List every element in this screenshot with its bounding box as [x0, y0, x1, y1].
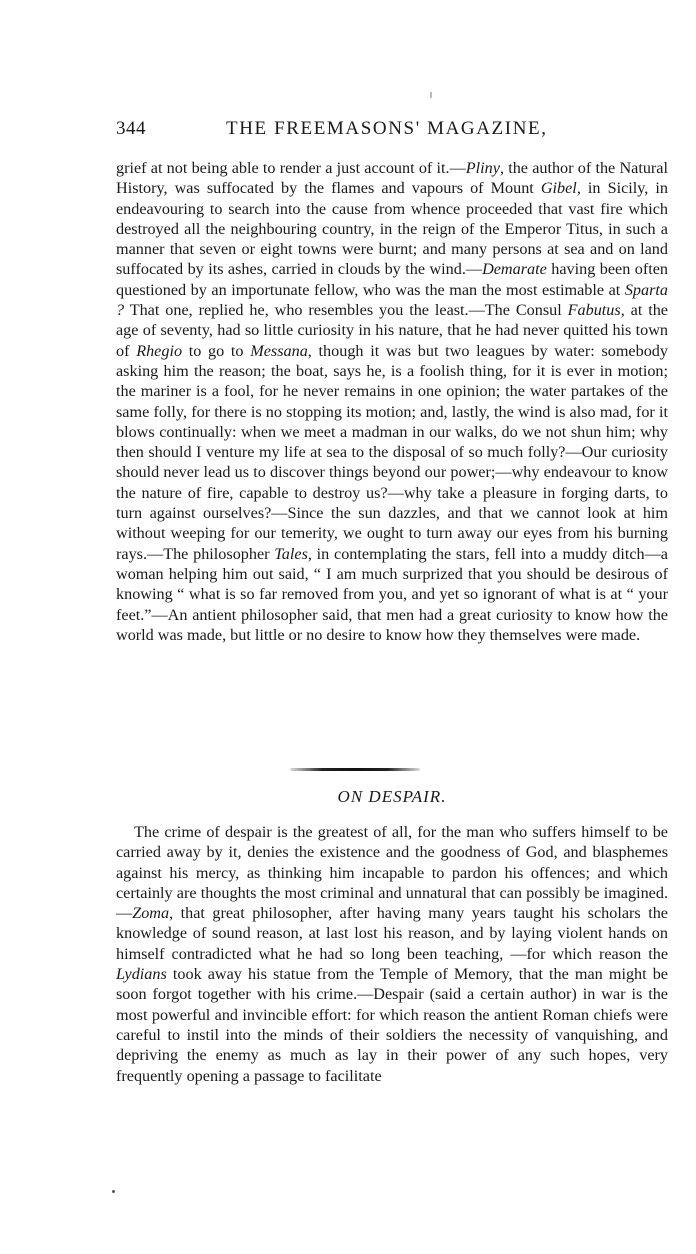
despair-article	[116, 822, 668, 1086]
text-run: , at the age of seventy, had so little curiosity in his nature, that he had never quitted his town of	[116, 301, 668, 360]
print-speck	[430, 92, 432, 98]
text-run: to go to	[182, 341, 251, 360]
text-run: took away his statue from the Temple of Memory, that the man might be soon forgot together with his crime.—Despair (said a certain author) in war is the most powerful and invincible effort: for which reason the antient Roman chiefs were careful to instil into the minds of their soldiers the necessity of vanquishing, and depriving the enemy as much as lay in their power of any such hopes, very frequently opening a passage to facilitate	[116, 965, 668, 1085]
continuation-paragraph	[116, 158, 668, 645]
page-number: 344	[116, 118, 146, 139]
italic-name: Rhegio	[136, 341, 183, 360]
text-run: The crime of despair is the greatest of all, for the man who suffers himself to be carried away by it, denies the existence and the goodness of God, and blasphemes against his mercy, as thinking him incapable to pardon his offences; and which certainly are thoughts the most criminal and unnatural that can possibly be imagined.—	[116, 823, 668, 923]
text-run: grief at not being able to render a just account of it.—	[116, 159, 466, 177]
text-run: , in contemplating the stars, fell into a muddy ditch—a woman helping him out said, “ I am much surprized that you should be desirous of knowing “ what is so far removed from you, and yet so ignorant of what is at “ your feet.”—An antient philosopher said, that men had a great curiosity to know how the world was made, but little or no desire to know how they themselves were made.	[116, 544, 668, 644]
article-continuation	[116, 158, 668, 645]
italic-name: Messana	[250, 341, 308, 360]
italic-name: Zoma	[132, 904, 170, 923]
italic-name: Lydians	[116, 965, 167, 984]
section-title: ON DESPAIR.	[337, 787, 447, 806]
text-run: , the author of the Natural History, was suffocated by the flames and vapours of Mount	[116, 159, 668, 198]
print-speck	[112, 1190, 115, 1193]
italic-name: Sparta ?	[116, 280, 668, 320]
italic-name: Gibel	[540, 179, 577, 198]
italic-name: Fabutus	[567, 301, 621, 320]
section-divider-rule	[290, 768, 420, 771]
text-run: , that great philosopher, after having many years taught his scholars the knowledge of sound reason, at last lost his reason, and by laying violent hands on himself contradicted what he had so long been teaching, —for which reason the	[116, 904, 668, 963]
text-run: , though it was but two leagues by water: somebody asking him the reason; the boat, says he, is a foolish thing, for it is ever in motion; the mariner is a fool, for he never remains in one opinion; the water partakes of the same folly, for there is no stopping its motion; and, lastly, the wind is also mad, for it blows continually: when we meet a madman in our walks, do we not shun him; why then should I venture my life at sea to the disposal of so much folly?—Our curiosity should never lead us to discover things beyond our power;—why endeavour to know the nature of fire, capable to destroy us?—why take a pleasure in forging darts, to turn against ourselves?—Since the sun dazzles, and that we cannot look at him without weeping for our temerity, we ought to turn away our eyes from his burning rays.—The philosopher	[116, 341, 668, 563]
running-head: THE FREEMASONS' MAGAZINE,	[226, 118, 548, 139]
text-run: , in Sicily, in endeavouring to search into the cause from whence proceeded that vast fire which destroyed all the neighbouring country, in the reign of the Emperor Titus, in such a manner that seven or eight towns were burnt; and many persons at sea and on land suffocated by its ashes, carried in clouds by the wind.—	[116, 179, 668, 279]
italic-name: Tales	[274, 544, 308, 563]
text-run: That one, replied he, who resembles you the least.—The Consul	[124, 301, 568, 320]
italic-name: Demarate	[482, 260, 547, 279]
italic-name: Pliny	[465, 159, 500, 177]
page-header	[116, 118, 668, 146]
despair-paragraph	[116, 822, 668, 1086]
text-run: having been often questioned by an importunate fellow, who was the man the most estimable at	[116, 260, 668, 299]
